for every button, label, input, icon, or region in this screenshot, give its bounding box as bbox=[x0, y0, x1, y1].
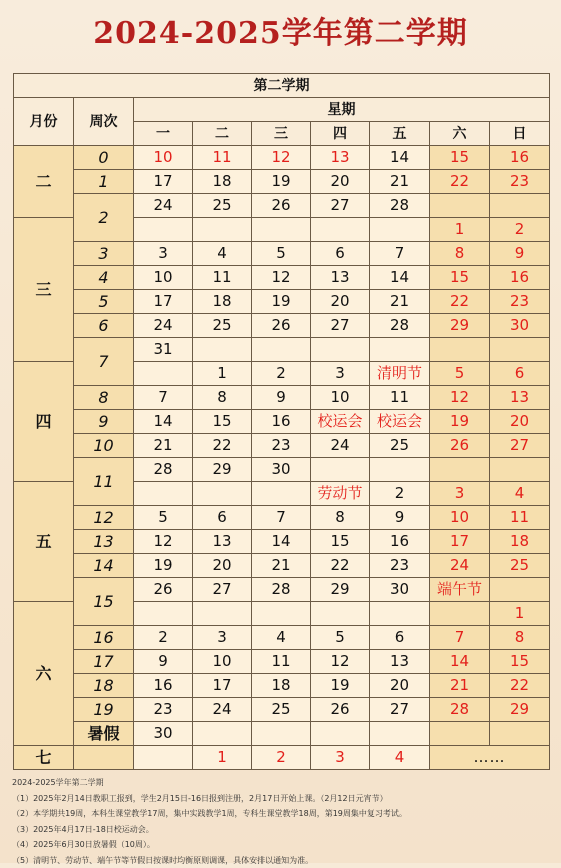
calendar-row bbox=[14, 386, 550, 410]
calendar-row bbox=[14, 626, 550, 650]
day-cell: 4 bbox=[490, 482, 550, 506]
week-cell bbox=[74, 746, 134, 770]
day-cell: 17 bbox=[134, 290, 193, 314]
day-cell: 6 bbox=[490, 362, 550, 386]
month-cell: 四 bbox=[14, 362, 74, 482]
day-cell: 3 bbox=[134, 242, 193, 266]
day-cell: 15 bbox=[430, 146, 490, 170]
day-cell: 17 bbox=[134, 170, 193, 194]
weekday-label: 日 bbox=[490, 122, 550, 146]
day-cell bbox=[134, 218, 193, 242]
day-cell: 23 bbox=[370, 554, 430, 578]
day-cell: 校运会 bbox=[311, 410, 370, 434]
week-cell: 16 bbox=[74, 626, 134, 650]
day-cell bbox=[311, 722, 370, 746]
day-cell: 19 bbox=[134, 554, 193, 578]
day-cell: 26 bbox=[252, 194, 311, 218]
weekday-label: 一 bbox=[134, 122, 193, 146]
day-cell: 4 bbox=[252, 626, 311, 650]
week-cell: 7 bbox=[74, 338, 134, 386]
note-item: （4）2025年6月30日放暑假（10周）。 bbox=[12, 837, 552, 853]
day-cell: 22 bbox=[193, 434, 252, 458]
calendar-row bbox=[14, 314, 550, 338]
day-cell: 校运会 bbox=[370, 410, 430, 434]
calendar-row bbox=[14, 530, 550, 554]
day-cell bbox=[134, 746, 193, 770]
day-cell: 7 bbox=[252, 506, 311, 530]
weekday-label: 五 bbox=[370, 122, 430, 146]
day-cell: 22 bbox=[430, 290, 490, 314]
day-cell: 14 bbox=[370, 146, 430, 170]
day-cell bbox=[252, 722, 311, 746]
day-cell: 12 bbox=[134, 530, 193, 554]
day-cell: 22 bbox=[311, 554, 370, 578]
day-cell bbox=[193, 722, 252, 746]
day-cell bbox=[490, 458, 550, 482]
day-cell bbox=[370, 458, 430, 482]
day-cell bbox=[490, 194, 550, 218]
week-cell: 暑假 bbox=[74, 722, 134, 746]
day-cell: 24 bbox=[430, 554, 490, 578]
day-cell: 29 bbox=[193, 458, 252, 482]
day-cell: 7 bbox=[370, 242, 430, 266]
day-cell: 18 bbox=[193, 290, 252, 314]
day-cell: 21 bbox=[430, 674, 490, 698]
day-cell: 27 bbox=[311, 194, 370, 218]
day-cell: 29 bbox=[430, 314, 490, 338]
day-cell: 10 bbox=[193, 650, 252, 674]
calendar-row bbox=[14, 194, 550, 218]
day-cell bbox=[193, 338, 252, 362]
day-cell: 25 bbox=[490, 554, 550, 578]
day-cell: 27 bbox=[370, 698, 430, 722]
day-cell: 16 bbox=[252, 410, 311, 434]
day-cell: 15 bbox=[490, 650, 550, 674]
day-cell: 20 bbox=[490, 410, 550, 434]
week-cell: 10 bbox=[74, 434, 134, 458]
semester-header: 第二学期 bbox=[14, 74, 550, 98]
day-cell: 24 bbox=[134, 314, 193, 338]
day-cell: 9 bbox=[370, 506, 430, 530]
note-item: （3）2025年4月17日-18日校运动会。 bbox=[12, 822, 552, 838]
day-cell: 11 bbox=[193, 146, 252, 170]
day-cell bbox=[490, 338, 550, 362]
day-cell: 28 bbox=[252, 578, 311, 602]
day-cell: 9 bbox=[252, 386, 311, 410]
day-cell bbox=[252, 218, 311, 242]
calendar-row bbox=[14, 146, 550, 170]
day-cell: 7 bbox=[134, 386, 193, 410]
week-cell: 19 bbox=[74, 698, 134, 722]
day-cell: 23 bbox=[490, 290, 550, 314]
day-cell: 2 bbox=[252, 746, 311, 770]
day-cell bbox=[311, 458, 370, 482]
day-cell bbox=[490, 722, 550, 746]
day-cell bbox=[430, 458, 490, 482]
day-cell: 5 bbox=[430, 362, 490, 386]
day-cell: 30 bbox=[370, 578, 430, 602]
day-cell: 12 bbox=[252, 146, 311, 170]
week-cell: 17 bbox=[74, 650, 134, 674]
day-cell: 4 bbox=[370, 746, 430, 770]
week-cell: 2 bbox=[74, 194, 134, 242]
day-cell: 25 bbox=[193, 194, 252, 218]
day-cell bbox=[134, 482, 193, 506]
day-cell: 27 bbox=[490, 434, 550, 458]
day-cell: 2 bbox=[252, 362, 311, 386]
day-cell: 端午节 bbox=[430, 578, 490, 602]
day-cell: 15 bbox=[193, 410, 252, 434]
calendar-row bbox=[14, 290, 550, 314]
day-cell bbox=[430, 338, 490, 362]
week-cell: 18 bbox=[74, 674, 134, 698]
calendar-table bbox=[13, 73, 550, 770]
week-cell: 9 bbox=[74, 410, 134, 434]
day-cell: 13 bbox=[370, 650, 430, 674]
day-cell bbox=[370, 722, 430, 746]
day-cell: 2 bbox=[370, 482, 430, 506]
calendar-row bbox=[14, 170, 550, 194]
weekday-header: 星期 bbox=[134, 98, 550, 122]
day-cell: 1 bbox=[193, 362, 252, 386]
day-cell: 30 bbox=[490, 314, 550, 338]
day-cell bbox=[370, 602, 430, 626]
day-cell: 10 bbox=[311, 386, 370, 410]
day-cell bbox=[490, 578, 550, 602]
day-cell bbox=[193, 482, 252, 506]
week-cell: 11 bbox=[74, 458, 134, 506]
day-cell: 16 bbox=[134, 674, 193, 698]
day-cell: 12 bbox=[430, 386, 490, 410]
day-cell: 21 bbox=[370, 170, 430, 194]
day-cell: 30 bbox=[252, 458, 311, 482]
week-cell: 4 bbox=[74, 266, 134, 290]
calendar-row bbox=[14, 674, 550, 698]
weekday-label: 四 bbox=[311, 122, 370, 146]
day-cell: 3 bbox=[311, 746, 370, 770]
week-cell: 3 bbox=[74, 242, 134, 266]
calendar-row bbox=[14, 458, 550, 482]
day-cell: 23 bbox=[490, 170, 550, 194]
day-cell: 1 bbox=[430, 218, 490, 242]
day-cell: 13 bbox=[193, 530, 252, 554]
day-cell: 16 bbox=[490, 266, 550, 290]
note-item: （2）本学期共19周，本科生课堂教学17周，集中实践教学1周，专科生课堂教学18周，第19周集中复习考试。 bbox=[12, 806, 552, 822]
day-cell: 10 bbox=[134, 146, 193, 170]
day-cell: 19 bbox=[430, 410, 490, 434]
day-cell: 29 bbox=[311, 578, 370, 602]
day-cell: 8 bbox=[490, 626, 550, 650]
week-cell: 5 bbox=[74, 290, 134, 314]
day-cell: 9 bbox=[134, 650, 193, 674]
day-cell: 1 bbox=[490, 602, 550, 626]
day-cell: 清明节 bbox=[370, 362, 430, 386]
day-cell: 17 bbox=[430, 530, 490, 554]
day-cell: …… bbox=[430, 746, 550, 770]
day-cell: 18 bbox=[252, 674, 311, 698]
day-cell: 21 bbox=[252, 554, 311, 578]
day-cell bbox=[311, 218, 370, 242]
day-cell: 28 bbox=[370, 314, 430, 338]
day-cell: 26 bbox=[311, 698, 370, 722]
week-cell: 8 bbox=[74, 386, 134, 410]
day-cell: 24 bbox=[193, 698, 252, 722]
day-cell: 25 bbox=[370, 434, 430, 458]
day-cell: 6 bbox=[193, 506, 252, 530]
day-cell: 27 bbox=[193, 578, 252, 602]
day-cell: 13 bbox=[311, 146, 370, 170]
day-cell: 19 bbox=[252, 170, 311, 194]
day-cell: 22 bbox=[430, 170, 490, 194]
day-cell: 10 bbox=[430, 506, 490, 530]
day-cell: 26 bbox=[430, 434, 490, 458]
day-cell bbox=[370, 218, 430, 242]
calendar-row bbox=[14, 266, 550, 290]
day-cell: 11 bbox=[370, 386, 430, 410]
day-cell: 30 bbox=[134, 722, 193, 746]
day-cell: 2 bbox=[134, 626, 193, 650]
day-cell: 8 bbox=[311, 506, 370, 530]
month-cell: 二 bbox=[14, 146, 74, 218]
day-cell: 29 bbox=[490, 698, 550, 722]
notes-section bbox=[12, 775, 552, 868]
calendar-row bbox=[14, 410, 550, 434]
day-cell: 20 bbox=[311, 290, 370, 314]
day-cell: 19 bbox=[311, 674, 370, 698]
day-cell: 16 bbox=[370, 530, 430, 554]
day-cell: 26 bbox=[134, 578, 193, 602]
day-cell: 8 bbox=[430, 242, 490, 266]
week-cell: 13 bbox=[74, 530, 134, 554]
month-cell: 六 bbox=[14, 602, 74, 746]
day-cell: 3 bbox=[430, 482, 490, 506]
week-column-header: 周次 bbox=[74, 98, 134, 146]
day-cell bbox=[370, 338, 430, 362]
day-cell: 22 bbox=[490, 674, 550, 698]
day-cell: 20 bbox=[311, 170, 370, 194]
day-cell: 5 bbox=[311, 626, 370, 650]
week-cell: 0 bbox=[74, 146, 134, 170]
day-cell bbox=[430, 194, 490, 218]
day-cell: 27 bbox=[311, 314, 370, 338]
month-cell: 五 bbox=[14, 482, 74, 602]
day-cell: 23 bbox=[252, 434, 311, 458]
weekday-label: 二 bbox=[193, 122, 252, 146]
day-cell: 28 bbox=[134, 458, 193, 482]
day-cell: 28 bbox=[370, 194, 430, 218]
day-cell: 19 bbox=[252, 290, 311, 314]
day-cell: 15 bbox=[430, 266, 490, 290]
day-cell: 14 bbox=[134, 410, 193, 434]
weekday-label: 三 bbox=[252, 122, 311, 146]
day-cell: 25 bbox=[193, 314, 252, 338]
week-cell: 12 bbox=[74, 506, 134, 530]
day-cell bbox=[193, 218, 252, 242]
day-cell: 11 bbox=[490, 506, 550, 530]
day-cell: 4 bbox=[193, 242, 252, 266]
day-cell bbox=[252, 338, 311, 362]
week-cell: 6 bbox=[74, 314, 134, 338]
day-cell bbox=[430, 602, 490, 626]
day-cell: 24 bbox=[311, 434, 370, 458]
day-cell: 5 bbox=[134, 506, 193, 530]
calendar-row bbox=[14, 722, 550, 746]
month-cell: 七 bbox=[14, 746, 74, 770]
calendar-row bbox=[14, 434, 550, 458]
day-cell: 12 bbox=[311, 650, 370, 674]
day-cell: 5 bbox=[252, 242, 311, 266]
day-cell bbox=[252, 482, 311, 506]
day-cell bbox=[311, 338, 370, 362]
note-item: （1）2025年2月14日教职工报到，学生2月15日-16日报到注册，2月17日开始上课。（2月12日元宵节） bbox=[12, 791, 552, 807]
month-cell: 三 bbox=[14, 218, 74, 362]
calendar-row bbox=[14, 578, 550, 602]
day-cell bbox=[252, 602, 311, 626]
day-cell: 20 bbox=[370, 674, 430, 698]
day-cell: 26 bbox=[252, 314, 311, 338]
day-cell: 17 bbox=[193, 674, 252, 698]
calendar-row bbox=[14, 242, 550, 266]
day-cell: 18 bbox=[490, 530, 550, 554]
day-cell: 21 bbox=[370, 290, 430, 314]
day-cell: 劳动节 bbox=[311, 482, 370, 506]
day-cell: 14 bbox=[430, 650, 490, 674]
day-cell: 10 bbox=[134, 266, 193, 290]
weekday-label: 六 bbox=[430, 122, 490, 146]
day-cell: 20 bbox=[193, 554, 252, 578]
day-cell: 1 bbox=[193, 746, 252, 770]
week-cell: 14 bbox=[74, 554, 134, 578]
notes-heading: 2024-2025学年第二学期 bbox=[12, 775, 552, 791]
day-cell bbox=[134, 602, 193, 626]
day-cell: 6 bbox=[311, 242, 370, 266]
day-cell: 16 bbox=[490, 146, 550, 170]
day-cell: 23 bbox=[134, 698, 193, 722]
day-cell: 8 bbox=[193, 386, 252, 410]
calendar-row bbox=[14, 506, 550, 530]
day-cell: 18 bbox=[193, 170, 252, 194]
week-cell: 15 bbox=[74, 578, 134, 626]
day-cell: 3 bbox=[311, 362, 370, 386]
calendar-row bbox=[14, 650, 550, 674]
week-cell: 1 bbox=[74, 170, 134, 194]
page-title: 2024-2025学年第二学期 bbox=[0, 8, 561, 52]
day-cell: 14 bbox=[370, 266, 430, 290]
day-cell: 11 bbox=[193, 266, 252, 290]
day-cell: 6 bbox=[370, 626, 430, 650]
note-item: （5）清明节、劳动节、端午节等节假日按课时均衡原则调课，具体安排以通知为准。 bbox=[12, 853, 552, 868]
month-column-header: 月份 bbox=[14, 98, 74, 146]
day-cell: 13 bbox=[490, 386, 550, 410]
calendar-row bbox=[14, 746, 550, 770]
day-cell: 2 bbox=[490, 218, 550, 242]
day-cell: 13 bbox=[311, 266, 370, 290]
day-cell: 14 bbox=[252, 530, 311, 554]
day-cell bbox=[193, 602, 252, 626]
day-cell: 21 bbox=[134, 434, 193, 458]
day-cell: 31 bbox=[134, 338, 193, 362]
day-cell: 24 bbox=[134, 194, 193, 218]
calendar-row bbox=[14, 338, 550, 362]
calendar-row bbox=[14, 554, 550, 578]
day-cell: 28 bbox=[430, 698, 490, 722]
day-cell: 3 bbox=[193, 626, 252, 650]
day-cell bbox=[430, 722, 490, 746]
day-cell: 12 bbox=[252, 266, 311, 290]
day-cell: 15 bbox=[311, 530, 370, 554]
day-cell bbox=[134, 362, 193, 386]
calendar-row bbox=[14, 698, 550, 722]
day-cell: 25 bbox=[252, 698, 311, 722]
day-cell: 7 bbox=[430, 626, 490, 650]
day-cell: 9 bbox=[490, 242, 550, 266]
day-cell: 11 bbox=[252, 650, 311, 674]
day-cell bbox=[311, 602, 370, 626]
